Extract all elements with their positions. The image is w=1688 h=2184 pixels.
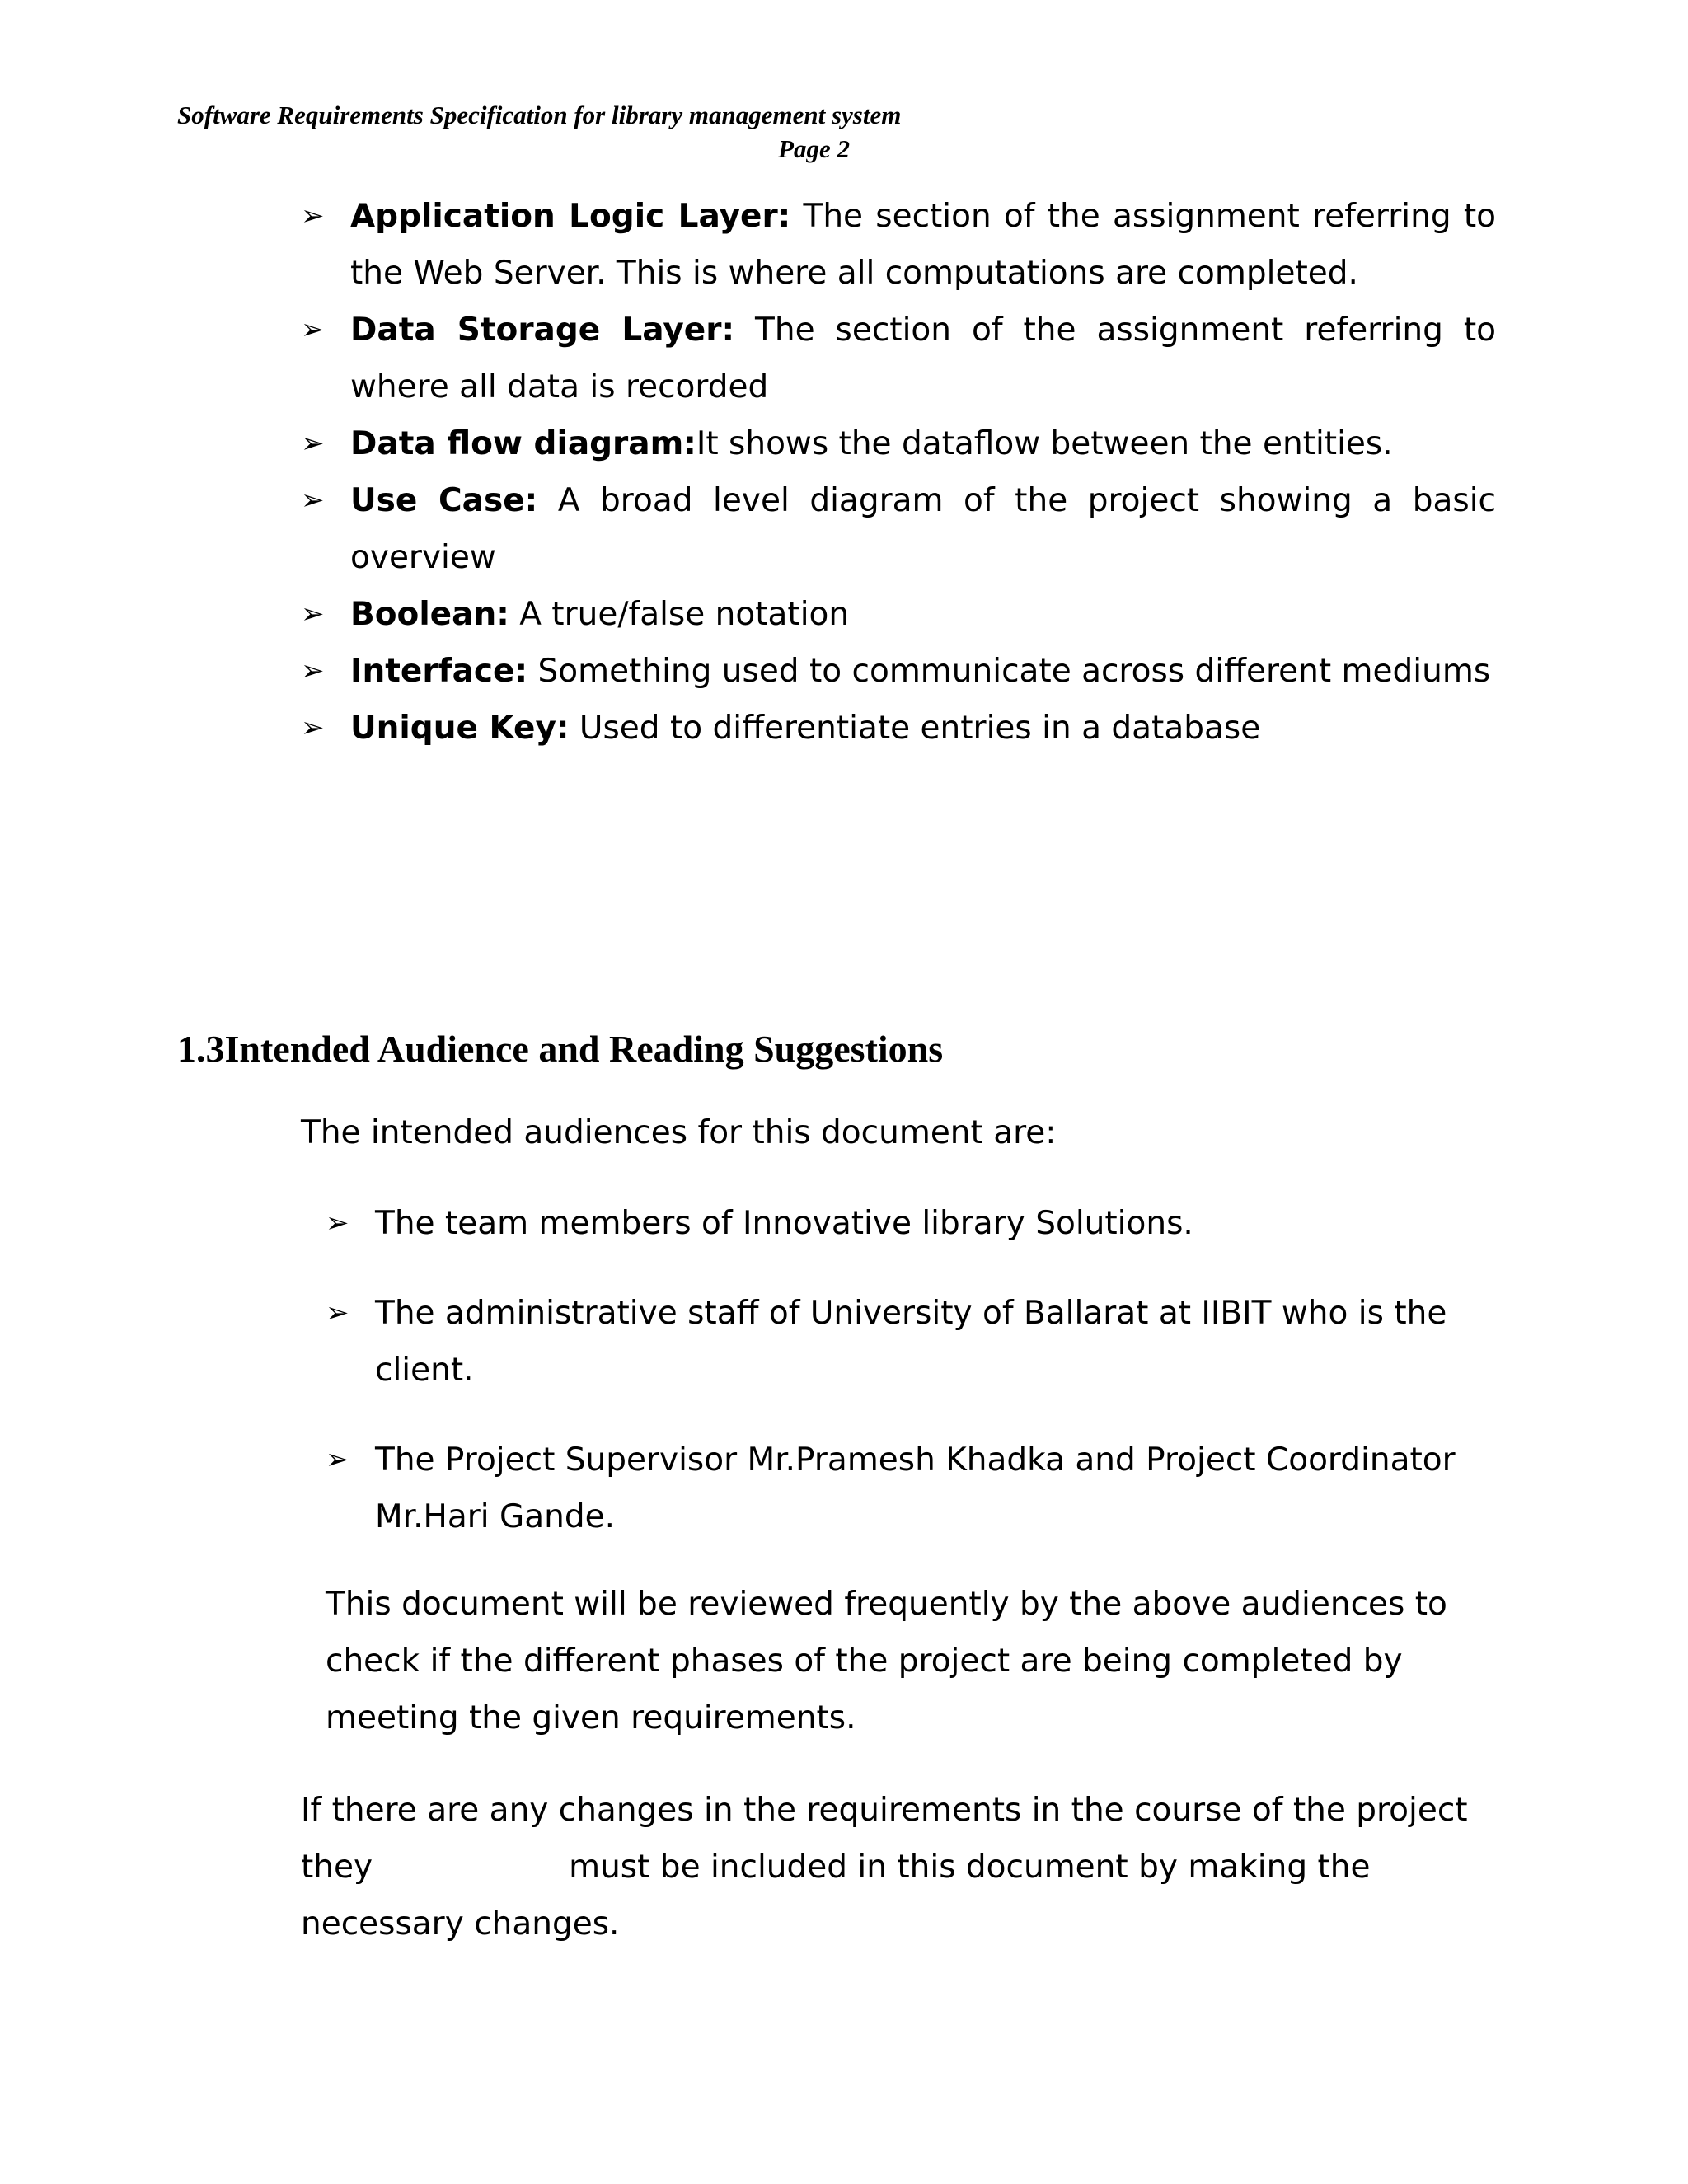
arrowhead-bullet-icon: ➢ bbox=[326, 1207, 349, 1240]
definition-text: The section of the assignment referring to where all data is recorded bbox=[350, 312, 1496, 405]
definition-term: Interface: bbox=[350, 653, 528, 690]
review-paragraph: This document will be reviewed frequently by the above audiences to check if the different phases of the project are being completed by meeting the given requirements. bbox=[326, 1586, 1447, 1736]
audience-text: The Project Supervisor Mr.Pramesh Khadka and Project Coordinator Mr.Hari Gande. bbox=[375, 1441, 1456, 1535]
definitions-list bbox=[301, 188, 1496, 757]
definition-item bbox=[301, 472, 1496, 586]
definition-text: A true/false notation bbox=[509, 596, 850, 633]
definition-term: Application Logic Layer: bbox=[350, 198, 791, 235]
definition-text: A broad level diagram of the project showing a basic overview bbox=[350, 482, 1496, 576]
definition-item bbox=[301, 700, 1496, 757]
arrowhead-bullet-icon: ➢ bbox=[301, 598, 325, 630]
definition-term: Data flow diagram: bbox=[350, 425, 696, 462]
definition-text: Used to differentiate entries in a database bbox=[569, 710, 1261, 747]
definition-term: Boolean: bbox=[350, 596, 509, 633]
definition-term: Use Case: bbox=[350, 482, 538, 519]
arrowhead-bullet-icon: ➢ bbox=[301, 711, 325, 744]
page-number: Page 2 bbox=[778, 134, 850, 163]
section-heading: 1.3Intended Audience and Reading Suggestions bbox=[177, 1028, 944, 1070]
definition-item bbox=[301, 415, 1496, 472]
audience-item bbox=[326, 1285, 1496, 1399]
definition-text: It shows the dataflow between the entities. bbox=[696, 425, 1393, 462]
document-header-title: Software Requirements Specification for library management system bbox=[177, 101, 902, 129]
arrowhead-bullet-icon: ➢ bbox=[326, 1443, 349, 1476]
definition-item bbox=[301, 188, 1496, 302]
audience-text: The administrative staff of University of Ballarat at IIBIT who is the client. bbox=[375, 1295, 1447, 1389]
definition-term: Data Storage Layer: bbox=[350, 312, 735, 349]
definition-text: The section of the assignment referring to the Web Server. This is where all computations are completed. bbox=[350, 198, 1496, 292]
changes-paragraph-part1: If there are any changes in the requirements in the course of the project they bbox=[301, 1792, 1468, 1886]
arrowhead-bullet-icon: ➢ bbox=[301, 427, 325, 460]
arrowhead-bullet-icon: ➢ bbox=[301, 654, 325, 687]
arrowhead-bullet-icon: ➢ bbox=[301, 199, 325, 232]
audience-item bbox=[326, 1432, 1496, 1545]
definition-item bbox=[301, 586, 1496, 643]
audience-list bbox=[326, 1195, 1496, 1578]
arrowhead-bullet-icon: ➢ bbox=[326, 1296, 349, 1329]
intro-text: The intended audiences for this document are: bbox=[301, 1114, 1057, 1151]
definition-item bbox=[301, 643, 1496, 700]
audience-item bbox=[326, 1195, 1496, 1252]
changes-paragraph bbox=[301, 1782, 1504, 1952]
definition-term: Unique Key: bbox=[350, 710, 570, 747]
arrowhead-bullet-icon: ➢ bbox=[301, 313, 325, 346]
arrowhead-bullet-icon: ➢ bbox=[301, 484, 325, 517]
changes-paragraph-part2: must be included in this document by making the necessary changes. bbox=[301, 1849, 1371, 1943]
audience-text: The team members of Innovative library Solutions. bbox=[375, 1205, 1193, 1242]
definition-item bbox=[301, 302, 1496, 415]
definition-text: Something used to communicate across different mediums bbox=[528, 653, 1491, 690]
